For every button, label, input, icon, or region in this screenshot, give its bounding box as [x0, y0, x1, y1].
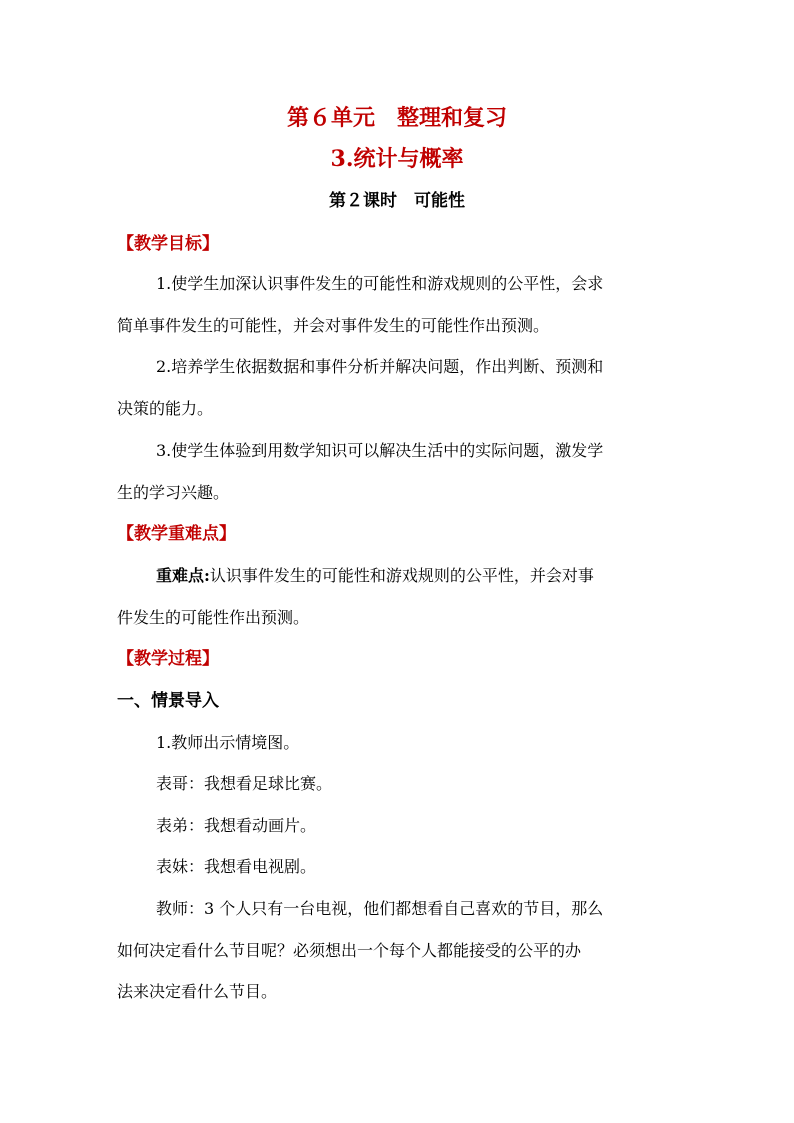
unit-title: 第６单元 整理和复习 [286, 105, 507, 131]
objective-line: 决策的能力。 [117, 399, 214, 418]
key-points-label: 重难点: [156, 566, 210, 585]
section-title: 3.统计与概率 [330, 146, 464, 172]
key-points-line [156, 562, 594, 590]
lesson-title: 第２课时 可能性 [329, 191, 465, 211]
process-line: 教师：3 个人只有一台电视，他们都想看自己喜欢的节目，那么 [156, 899, 604, 918]
key-points-line: 件发生的可能性作出预测。 [117, 608, 310, 627]
objective-line: 3.使学生体验到用数学知识可以解决生活中的实际问题，激发学 [156, 441, 604, 460]
process-line: 如何决定看什么节目呢？必须想出一个每个人都能接受的公平的办 [117, 941, 582, 960]
objective-line: 简单事件发生的可能性，并会对事件发生的可能性作出预测。 [117, 316, 550, 335]
process-line: 表弟：我想看动画片。 [156, 816, 317, 835]
process-heading: 【教学过程】 [117, 649, 219, 669]
objectives-heading: 【教学目标】 [117, 234, 219, 254]
section-one-heading: 一、情景导入 [117, 691, 219, 711]
objective-line: 生的学习兴趣。 [117, 483, 230, 502]
process-line: 1.教师出示情境图。 [156, 733, 300, 752]
key-points-text: 认识事件发生的可能性和游戏规则的公平性，并会对事 [209, 566, 594, 585]
process-line: 表妹：我想看电视剧。 [156, 857, 317, 876]
objective-line: 1.使学生加深认识事件发生的可能性和游戏规则的公平性，会求 [156, 274, 604, 293]
objective-line: 2.培养学生依据数据和事件分析并解决问题，作出判断、预测和 [156, 357, 604, 376]
key-points-heading: 【教学重难点】 [117, 524, 236, 544]
process-line: 法来决定看什么节目。 [117, 982, 278, 1001]
process-line: 表哥：我想看足球比赛。 [156, 774, 333, 793]
